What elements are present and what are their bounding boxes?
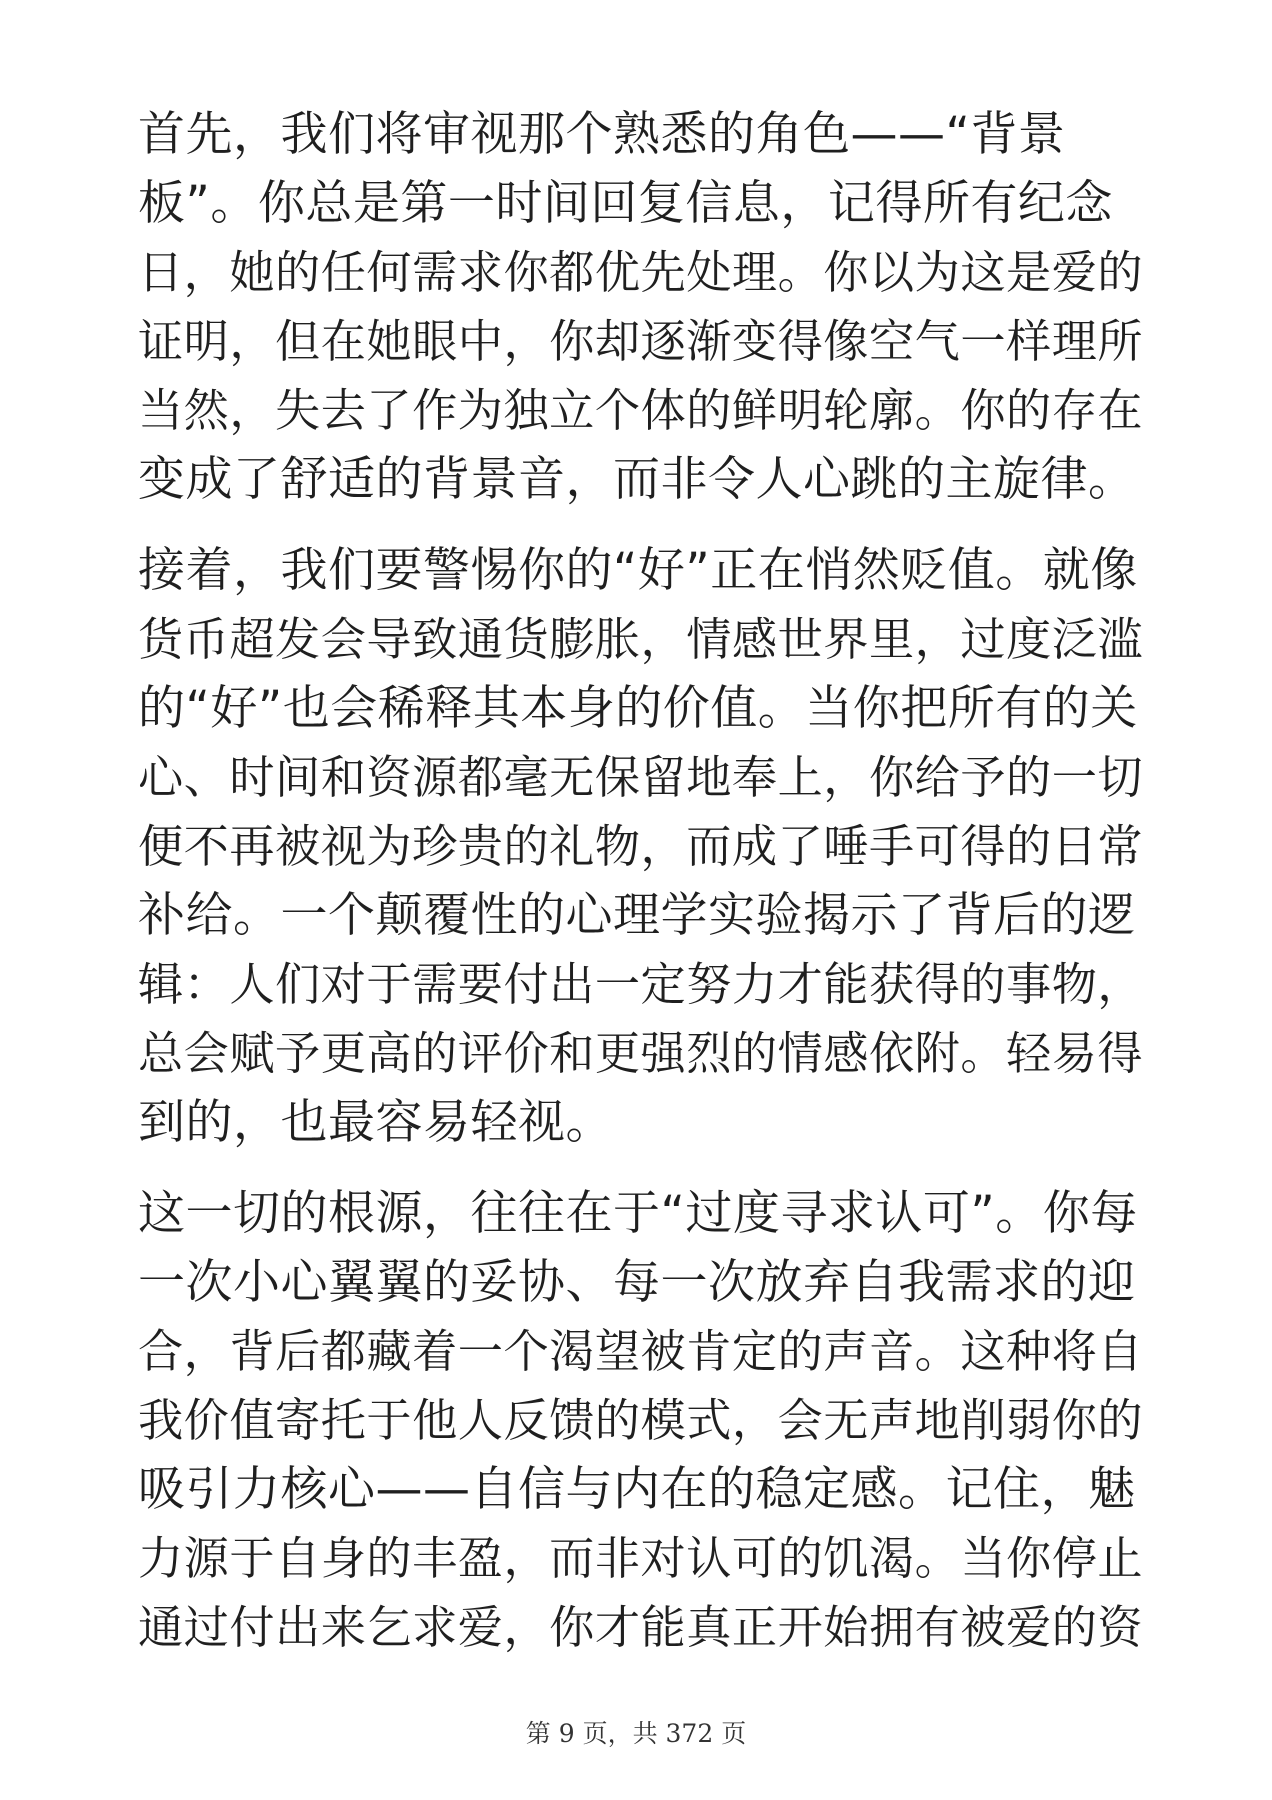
text-line: 变成了舒适的背景音，而非令人心跳的主旋律。 <box>138 452 1136 507</box>
text-line: 心、时间和资源都毫无保留地奉上，你给予的一切 <box>138 751 1144 804</box>
text-line: 首先，我们将审视那个熟悉的角色——“背景 <box>138 107 1066 162</box>
text-line: 吸引力核心——自信与内在的稳定感。记住，魅 <box>138 1462 1136 1517</box>
text-line: 总会赋予更高的评价和更强烈的情感依附。轻易得 <box>138 1027 1144 1080</box>
text-line: 货币超发会导致通货膨胀，情感世界里，过度泛滥 <box>138 613 1144 666</box>
text-line: 这一切的根源，往往在于“过度寻求认可”。你每 <box>138 1186 1138 1241</box>
text-line: 一次小心翼翼的妥协、每一次放弃自我需求的迎 <box>138 1255 1136 1310</box>
text-line: 证明，但在她眼中，你却逐渐变得像空气一样理所 <box>138 315 1144 368</box>
text-line: 合，背后都藏着一个渴望被肯定的声音。这种将自 <box>138 1325 1144 1378</box>
page-number-footer: 第 9 页，共 372 页 <box>525 1719 747 1748</box>
text-line: 我价值寄托于他人反馈的模式，会无声地削弱你的 <box>138 1394 1144 1447</box>
paragraph-2 <box>138 536 1148 1157</box>
text-line: 到的，也最容易轻视。 <box>138 1095 613 1150</box>
text-line: 的“好”也会稀释其本身的价值。当你把所有的关 <box>138 681 1138 736</box>
text-line: 便不再被视为珍贵的礼物，而成了唾手可得的日常 <box>138 820 1144 873</box>
text-line: 力源于自身的丰盈，而非对认可的饥渴。当你停止 <box>138 1532 1144 1585</box>
text-line: 板”。你总是第一时间回复信息，记得所有纪念 <box>138 176 1113 231</box>
paragraph-3 <box>138 1179 1148 1662</box>
text-line: 接着，我们要警惕你的“好”正在悄然贬值。就像 <box>138 543 1138 598</box>
text-line: 当然，失去了作为独立个体的鲜明轮廓。你的存在 <box>138 384 1144 437</box>
text-line: 通过付出来乞求爱，你才能真正开始拥有被爱的资 <box>138 1601 1144 1654</box>
text-line: 补给。一个颠覆性的心理学实验揭示了背后的逻 <box>138 888 1136 943</box>
text-line: 日，她的任何需求你都优先处理。你以为这是爱的 <box>138 246 1144 299</box>
paragraph-1 <box>138 100 1148 514</box>
text-line: 辑：人们对于需要付出一定努力才能获得的事物， <box>138 958 1144 1011</box>
document-body <box>138 100 1148 1684</box>
